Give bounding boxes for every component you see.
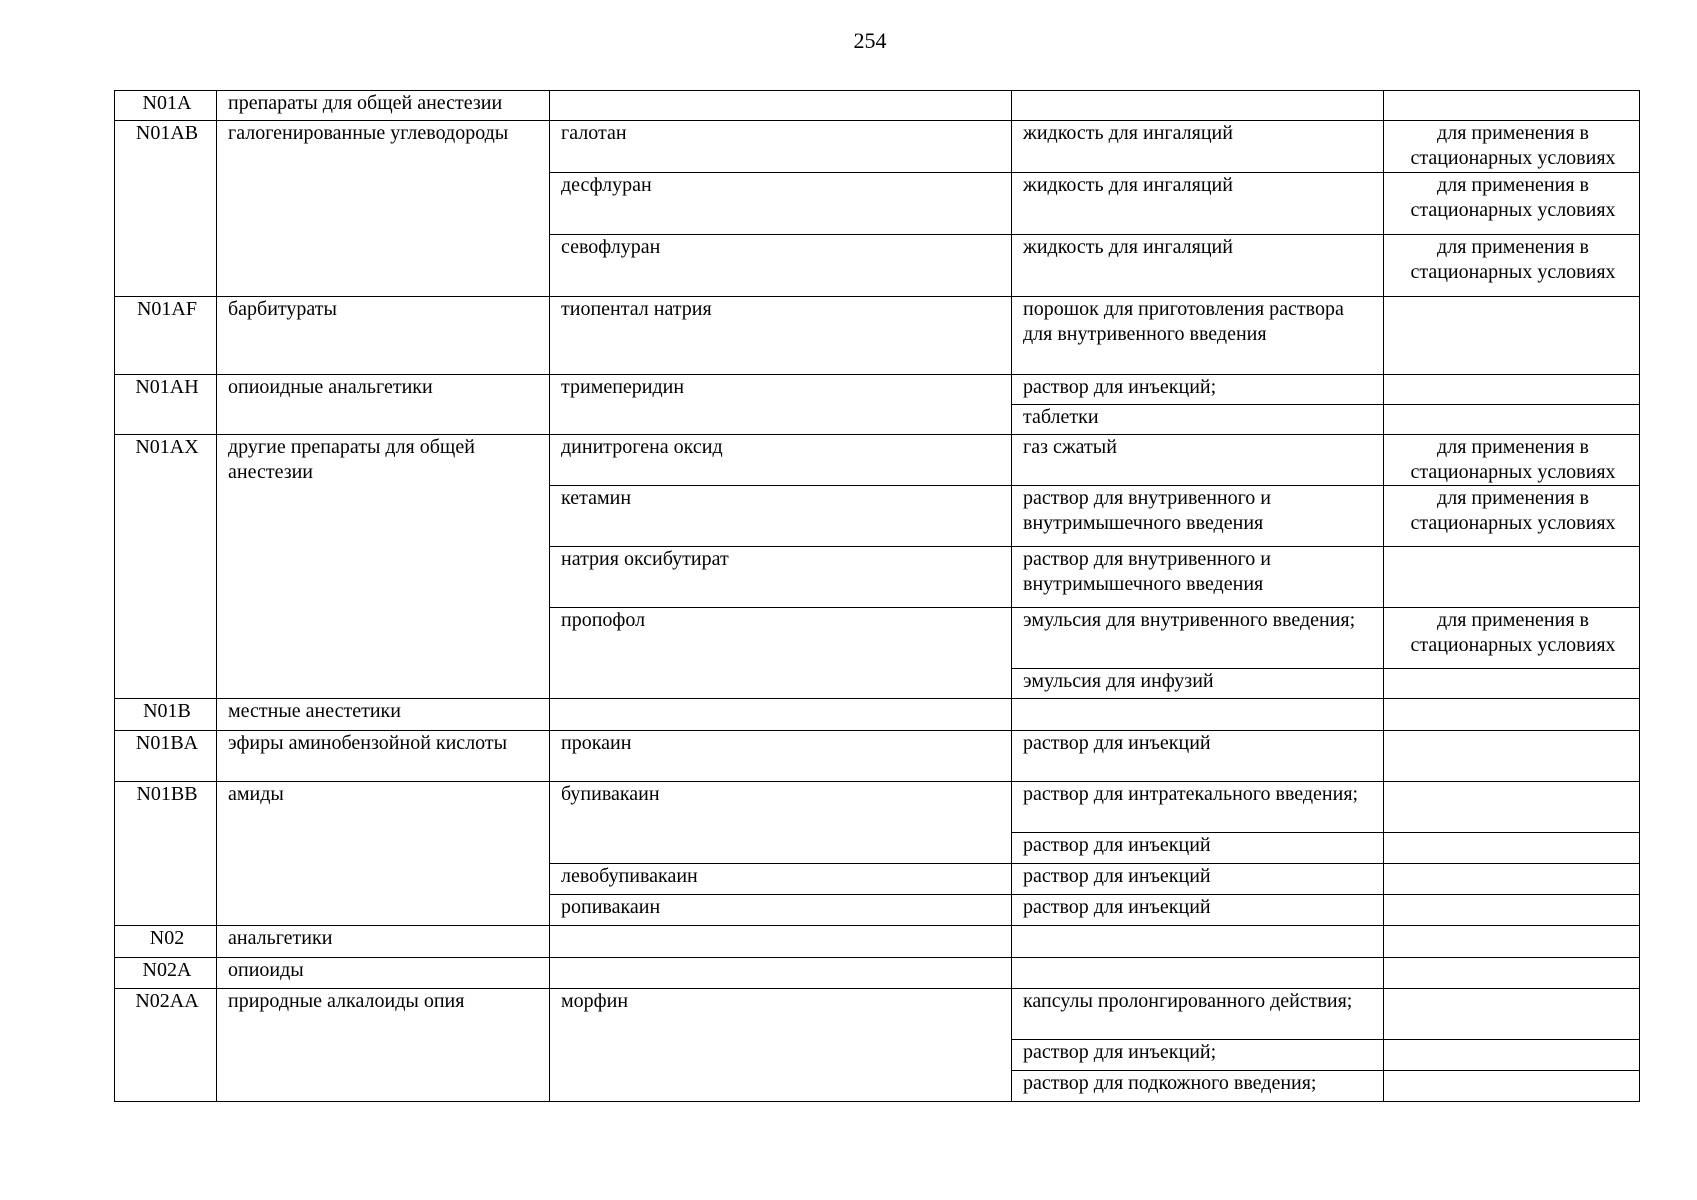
usage-condition bbox=[1384, 699, 1640, 731]
usage-condition: для применения в стационарных условиях bbox=[1384, 608, 1640, 669]
drug-name: морфин bbox=[550, 989, 1012, 1102]
atc-group: галогенированные углеводороды bbox=[217, 121, 550, 297]
usage-condition bbox=[1384, 731, 1640, 782]
drug-name bbox=[550, 699, 1012, 731]
dosage-form: капсулы пролонгированного действия; bbox=[1012, 989, 1384, 1040]
table-row bbox=[115, 731, 1640, 782]
atc-code: N01A bbox=[115, 91, 217, 121]
atc-group: местные анестетики bbox=[217, 699, 550, 731]
dosage-form: жидкость для ингаляций bbox=[1012, 121, 1384, 173]
usage-condition bbox=[1384, 989, 1640, 1040]
atc-group: анальгетики bbox=[217, 926, 550, 958]
atc-group: опиоидные анальгетики bbox=[217, 375, 550, 435]
dosage-form: раствор для внутривенного и внутримышечного введения bbox=[1012, 486, 1384, 547]
drug-name: тиопентал натрия bbox=[550, 297, 1012, 375]
atc-code: N01AH bbox=[115, 375, 217, 435]
usage-condition bbox=[1384, 833, 1640, 864]
usage-condition bbox=[1384, 405, 1640, 435]
atc-code: N02AA bbox=[115, 989, 217, 1102]
usage-condition bbox=[1384, 297, 1640, 375]
drug-name: динитрогена оксид bbox=[550, 435, 1012, 486]
page-number: 254 bbox=[853, 28, 887, 53]
dosage-form: раствор для подкожного введения; bbox=[1012, 1071, 1384, 1102]
table-row bbox=[115, 91, 1640, 121]
drug-name: кетамин bbox=[550, 486, 1012, 547]
atc-code: N02A bbox=[115, 958, 217, 989]
atc-group: эфиры аминобензойной кислоты bbox=[217, 731, 550, 782]
dosage-form: раствор для инъекций; bbox=[1012, 1040, 1384, 1071]
usage-condition bbox=[1384, 1040, 1640, 1071]
table-row bbox=[115, 375, 1640, 405]
usage-condition bbox=[1384, 91, 1640, 121]
drug-name: левобупивакаин bbox=[550, 864, 1012, 895]
table-row bbox=[115, 121, 1640, 173]
drug-name: бупивакаин bbox=[550, 782, 1012, 864]
dosage-form: жидкость для ингаляций bbox=[1012, 235, 1384, 297]
drug-name: тримеперидин bbox=[550, 375, 1012, 435]
usage-condition: для применения в стационарных условиях bbox=[1384, 235, 1640, 297]
atc-group: другие препараты для общей анестезии bbox=[217, 435, 550, 699]
usage-condition bbox=[1384, 895, 1640, 926]
dosage-form: раствор для интратекального введения; bbox=[1012, 782, 1384, 833]
dosage-form: раствор для инъекций bbox=[1012, 895, 1384, 926]
drug-name bbox=[550, 958, 1012, 989]
atc-group: природные алкалоиды опия bbox=[217, 989, 550, 1102]
table-row bbox=[115, 926, 1640, 958]
atc-group: препараты для общей анестезии bbox=[217, 91, 550, 121]
usage-condition: для применения в стационарных условиях bbox=[1384, 435, 1640, 486]
dosage-form bbox=[1012, 91, 1384, 121]
table-row bbox=[115, 297, 1640, 375]
dosage-form: газ сжатый bbox=[1012, 435, 1384, 486]
drug-name: натрия оксибутират bbox=[550, 547, 1012, 608]
usage-condition: для применения в стационарных условиях bbox=[1384, 486, 1640, 547]
usage-condition bbox=[1384, 782, 1640, 833]
usage-condition bbox=[1384, 864, 1640, 895]
usage-condition bbox=[1384, 926, 1640, 958]
usage-condition bbox=[1384, 669, 1640, 699]
table-row bbox=[115, 958, 1640, 989]
atc-code: N01AB bbox=[115, 121, 217, 297]
dosage-form: раствор для инъекций bbox=[1012, 864, 1384, 895]
usage-condition bbox=[1384, 547, 1640, 608]
drug-name: пропофол bbox=[550, 608, 1012, 699]
atc-code: N02 bbox=[115, 926, 217, 958]
dosage-form: эмульсия для инфузий bbox=[1012, 669, 1384, 699]
atc-code: N01AX bbox=[115, 435, 217, 699]
usage-condition: для применения в стационарных условиях bbox=[1384, 121, 1640, 173]
drug-name: галотан bbox=[550, 121, 1012, 173]
table-row bbox=[115, 989, 1640, 1040]
table-row bbox=[115, 782, 1640, 833]
dosage-form: раствор для внутривенного и внутримышечного введения bbox=[1012, 547, 1384, 608]
usage-condition bbox=[1384, 958, 1640, 989]
usage-condition: для применения в стационарных условиях bbox=[1384, 173, 1640, 235]
table-row bbox=[115, 435, 1640, 486]
drug-name: севофлуран bbox=[550, 235, 1012, 297]
drug-name: ропивакаин bbox=[550, 895, 1012, 926]
dosage-form bbox=[1012, 926, 1384, 958]
drug-name bbox=[550, 91, 1012, 121]
dosage-form: таблетки bbox=[1012, 405, 1384, 435]
drug-name: прокаин bbox=[550, 731, 1012, 782]
dosage-form: раствор для инъекций bbox=[1012, 833, 1384, 864]
medication-table bbox=[114, 90, 1640, 1102]
dosage-form: раствор для инъекций; bbox=[1012, 375, 1384, 405]
dosage-form: эмульсия для внутривенного введения; bbox=[1012, 608, 1384, 669]
atc-group: опиоиды bbox=[217, 958, 550, 989]
dosage-form: порошок для приготовления раствора для внутривенного введения bbox=[1012, 297, 1384, 375]
drug-name: десфлуран bbox=[550, 173, 1012, 235]
table-row bbox=[115, 699, 1640, 731]
usage-condition bbox=[1384, 375, 1640, 405]
atc-code: N01B bbox=[115, 699, 217, 731]
drug-name bbox=[550, 926, 1012, 958]
dosage-form bbox=[1012, 958, 1384, 989]
atc-code: N01BB bbox=[115, 782, 217, 926]
atc-code: N01BA bbox=[115, 731, 217, 782]
dosage-form: раствор для инъекций bbox=[1012, 731, 1384, 782]
atc-group: барбитураты bbox=[217, 297, 550, 375]
atc-group: амиды bbox=[217, 782, 550, 926]
usage-condition bbox=[1384, 1071, 1640, 1102]
atc-code: N01AF bbox=[115, 297, 217, 375]
dosage-form: жидкость для ингаляций bbox=[1012, 173, 1384, 235]
dosage-form bbox=[1012, 699, 1384, 731]
